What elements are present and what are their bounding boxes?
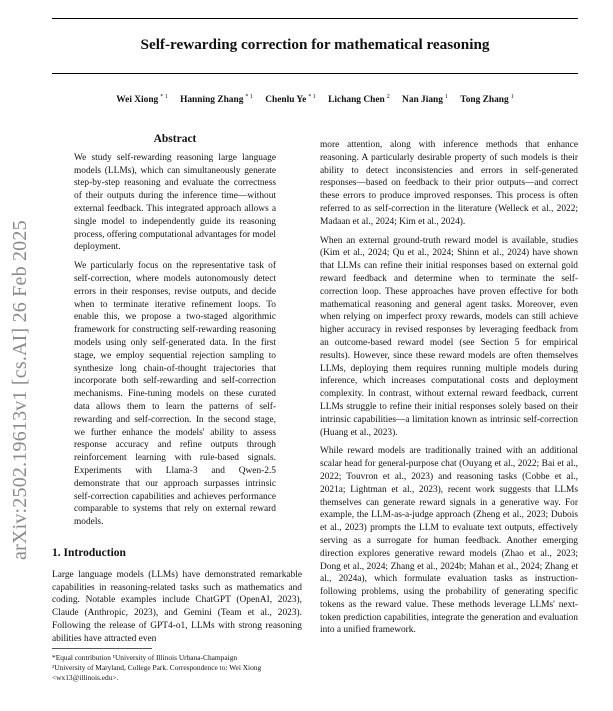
author-4: Lichang Chen $^2$ (328, 94, 390, 106)
introduction-heading: 1. Introduction (52, 547, 126, 559)
author-1: Wei Xiong $^{* 1}$ (116, 94, 168, 106)
right-paragraph-3: While reward models are traditionally trained with an additional scalar head for general-purpose chat (Ouyang et al., 2022; Bai et al., 2022; Touvron et al., 2023) and reasoning tasks (Cobbe et al., 2021a; Lightman et al., 2023), recent work suggests that LLMs themselves can generate reward signals in a generative way. For example, the LLM-as-a-judge approach (Zheng et al., 2023; Dubois et al., 2023) prompts the LLM to evaluate text outputs, effectively serving as a surrogate for human feedback. Another emerging direction explores generative reward models (Zhao et al., 2023; Dong et al., 2024; Zhang et al., 2024b; Mahan et al., 2024; Zhang et al., 2024a), which formulate evaluation tasks as instruction-following problems, using the probability of generating specific tokens as the reward value. These methods leverage LLMs' next-token prediction capabilities, integrate the generation and evaluation into a unified framework. (320, 446, 578, 636)
paper-title: Self-rewarding correction for mathematical reasoning (140, 36, 490, 53)
arxiv-stamp: arXiv:2502.19613v1 [cs.AI] 26 Feb 2025 (9, 220, 31, 560)
footnote-line-2: ²University of Maryland, College Park. Correspondence to: Wei Xiong <wx13@illinois.edu>. (52, 663, 262, 682)
abstract-section (74, 128, 276, 535)
footnote-rule (52, 648, 152, 649)
author-3: Chenlu Ye $^{* 1}$ (265, 94, 316, 106)
footnote-line-1: *Equal contribution ¹University of Illinois Urbana-Champaign (52, 653, 238, 662)
abstract-paragraph-2: We particularly focus on the representative task of self-correction, where models autonomously detect errors in their responses, revise outputs, and decide when to terminate iterative refinement loops. To enable this, we propose a two-staged algorithmic framework for constructing self-rewarding reasoning models using only self-generated data. In the first stage, we employ sequential rejection sampling to synthesize long chain-of-thought trajectories that incorporate both self-rewarding and self-correction mechanisms. Fine-tuning models on these curated data allows them to learn the patterns of self-rewarding and self-correction. In the second stage, we further enhance the models' ability to assess response accuracy and refine outputs through reinforcement learning with rule-based signals. Experiments with Llama-3 and Qwen-2.5 demonstrate that our approach surpasses intrinsic self-correction capabilities and achieves performance comparable to systems that rely on external reward models. (74, 261, 276, 528)
right-paragraph-1: more attention, along with inference methods that enhance reasoning. A particularly desirable property of such models is their ability to detect inconsistencies and errors in self-generated responses—based on feedback to their prior outputs—and correct these errors to produce improved responses. This process is often referred to as self-correction in the literature (Welleck et al., 2022; Madaan et al., 2024; Kim et al., 2024). (320, 140, 578, 227)
right-column (320, 139, 578, 643)
title-top-rule (52, 18, 578, 19)
title-bottom-rule (52, 73, 578, 74)
introduction-section (52, 547, 302, 652)
footnote (52, 653, 304, 683)
author-2: Hanning Zhang $^{* 1}$ (180, 94, 253, 106)
author-6: Tong Zhang $^1$ (460, 94, 514, 106)
author-list (52, 94, 578, 105)
abstract-heading: Abstract (153, 133, 197, 145)
right-paragraph-2: When an external ground-truth reward model is available, studies (Kim et al., 2024; Qu et al., 2024; Shinn et al., 2024) have shown that LLMs can refine their initial responses based on external gold reward feedback and determine when to terminate the self-correction loop. These approaches have proven effective for both mathematical reasoning and general agent tasks. Moreover, even when relying on imperfect proxy rewards, models can still achieve higher accuracy in revised responses by leveraging feedback from an outcome-based reward model (see Section 5 for empirical results). However, since these reward models are often themselves LLMs, deploying them requires running multiple models during inference, which increases computational costs and deployment complexity. In contrast, without external reward feedback, current LLMs struggle to refine their initial responses solely based on their intrinsic capabilities—a limitation known as intrinsic self-correction (Huang et al., 2023). (320, 235, 578, 438)
abstract-paragraph-1: We study self-rewarding reasoning large language models (LLMs), which can simultaneously generate step-by-step reasoning and evaluate the correctness of their outputs during the inference time—without external feedback. This integrated approach allows a single model to independently guide its reasoning process, offering computational advantages for model deployment. (74, 152, 276, 253)
author-5: Nan Jiang $^1$ (402, 94, 448, 106)
introduction-paragraph-1: Large language models (LLMs) have demonstrated remarkable capabilities in reasoning-related tasks such as mathematics and coding. Notable examples include ChatGPT (OpenAI, 2023), Claude (Anthropic, 2023), and Gemini (Team et al., 2023). Following the release of GPT4-o1, LLMs with strong reasoning abilities have attracted even (52, 569, 302, 644)
